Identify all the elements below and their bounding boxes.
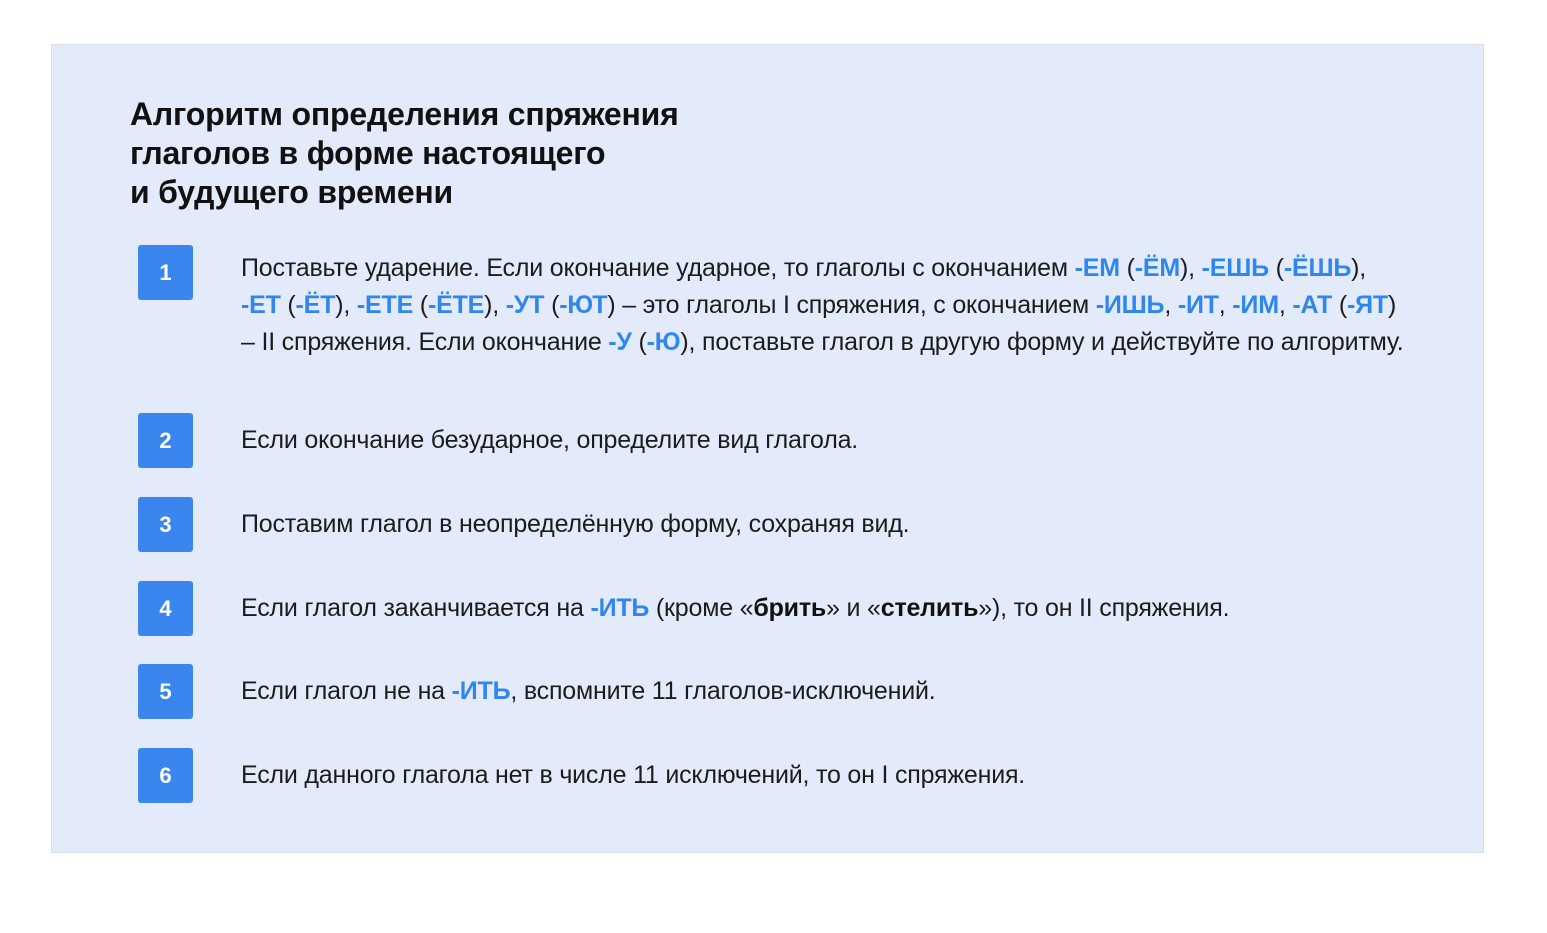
step-text-fragment: » и « [826, 594, 881, 622]
step-text [241, 250, 1406, 361]
step-number-badge: 1 [138, 245, 193, 300]
step-text-fragment: Если глагол не на [241, 677, 452, 705]
card-title [130, 95, 679, 212]
step-text-fragment: Если глагол заканчивается на [241, 594, 591, 622]
step-text-fragment: ( [1268, 254, 1284, 282]
step-text-fragment: ), поставьте глагол в другую форму и действуйте по алгоритму. [680, 328, 1404, 356]
verb-ending: -ЯТ [1347, 291, 1388, 319]
exception-verb: стелить [880, 594, 979, 622]
step-text-fragment: , вспомните 11 глаголов-исключений. [510, 677, 936, 705]
verb-ending: -ИМ [1232, 291, 1279, 319]
verb-ending: -ЁТЕ [427, 291, 485, 319]
card-title-line-3: и будущего времени [130, 174, 454, 210]
verb-ending: -ЮТ [559, 291, 608, 319]
step-text [241, 506, 1406, 543]
verb-ending: -ИТЬ [451, 677, 511, 705]
step-text-fragment: Поставьте ударение. Если окончание ударное, то глаголы с окончанием [241, 254, 1075, 282]
verb-ending: -ЁТ [295, 291, 336, 319]
step-text-fragment: ( [1332, 291, 1348, 319]
card-title-line-2: глаголов в форме настоящего [130, 135, 606, 171]
step-number-badge: 2 [138, 413, 193, 468]
card-title-line-1: Алгоритм определения спряжения [130, 96, 679, 132]
step-text-fragment: ), [1180, 254, 1202, 282]
verb-ending: -ЕТЕ [356, 291, 414, 319]
step-text [241, 590, 1406, 627]
exception-verb: брить [753, 594, 827, 622]
verb-ending: -АТ [1292, 291, 1333, 319]
verb-ending: -ЁМ [1134, 254, 1181, 282]
step-text-fragment: ( [544, 291, 560, 319]
step-number-badge: 4 [138, 581, 193, 636]
algorithm-card [51, 44, 1484, 853]
step-text-fragment: , [1164, 291, 1178, 319]
verb-ending: -ЕШЬ [1201, 254, 1269, 282]
step-text-fragment: , [1278, 291, 1293, 319]
verb-ending: -ЁШЬ [1283, 254, 1352, 282]
step-text-fragment: ) – это глаголы I спряжения, с окончанием [607, 291, 1096, 319]
step-text-fragment: ( [280, 291, 296, 319]
step-text-fragment: , [1218, 291, 1233, 319]
step-text-fragment: ( [1119, 254, 1135, 282]
step-text-fragment: Если данного глагола нет в числе 11 исключений, то он I спряжения. [241, 761, 1026, 789]
step-text-fragment: »), то он II спряжения. [978, 594, 1230, 622]
step-text [241, 757, 1406, 794]
step-text-fragment: ), [1351, 254, 1367, 282]
step-text-fragment: ), [335, 291, 357, 319]
verb-ending: -УТ [505, 291, 545, 319]
step-text-fragment: ( [631, 328, 647, 356]
step-text-fragment: ) – II спряжения. Если окончание [241, 291, 1397, 356]
verb-ending: -У [608, 328, 632, 356]
verb-ending: -ИТЬ [590, 594, 650, 622]
step-number-badge: 6 [138, 748, 193, 803]
step-text-fragment: Если окончание безударное, определите вид глагола. [241, 426, 859, 454]
step-number-badge: 3 [138, 497, 193, 552]
step-text [241, 422, 1406, 459]
verb-ending: -ИТ [1177, 291, 1219, 319]
step-text-fragment: Поставим глагол в неопределённую форму, сохраняя вид. [241, 510, 910, 538]
step-text [241, 673, 1406, 710]
verb-ending: -Ю [646, 328, 681, 356]
verb-ending: -ИШЬ [1095, 291, 1165, 319]
step-text-fragment: ( [413, 291, 428, 319]
step-text-fragment: (кроме « [649, 594, 754, 622]
step-number-badge: 5 [138, 664, 193, 719]
step-text-fragment: ), [484, 291, 506, 319]
verb-ending: -ЕМ [1074, 254, 1120, 282]
verb-ending: -ЕТ [241, 291, 281, 319]
